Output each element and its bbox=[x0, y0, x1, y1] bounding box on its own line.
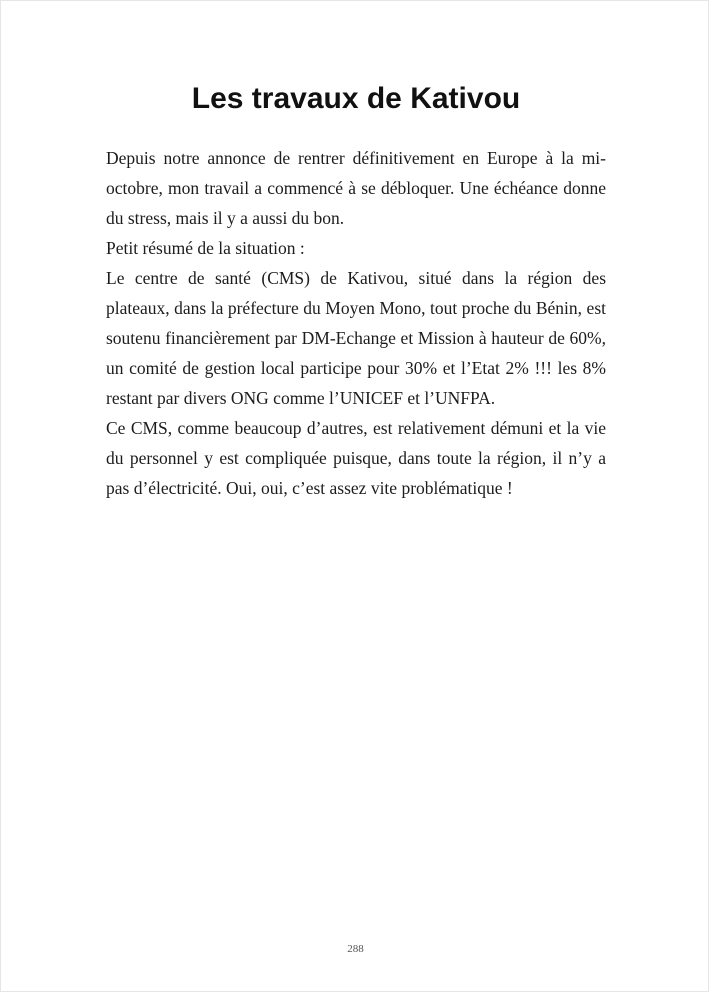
body-paragraph: Petit résumé de la situation : bbox=[106, 238, 305, 258]
document-body bbox=[106, 143, 606, 503]
body-paragraph: Le centre de santé (CMS) de Kativou, situé dans la région des plateaux, dans la préfecture du Moyen Mono, tout proche du Bénin, est soutenu financièrement par DM-Echange et Mission à hauteur de 60%, un comité de gestion local participe pour 30% et l’Etat 2% !!! les 8% restant par divers ONG comme l’UNICEF et l’UNFPA. bbox=[106, 268, 606, 408]
page-number: 288 bbox=[347, 943, 364, 955]
page-title: Les travaux de Kativou bbox=[191, 82, 521, 115]
document-page bbox=[1, 1, 709, 993]
body-paragraph: Depuis notre annonce de rentrer définitivement en Europe à la mi-octobre, mon travail a commencé à se débloquer. Une échéance donne du stress, mais il y a aussi du bon. bbox=[106, 148, 606, 228]
body-paragraph: Ce CMS, comme beaucoup d’autres, est relativement démuni et la vie du personnel y est compliquée puisque, dans toute la région, il n’y a pas d’électricité. Oui, oui, c’est assez vite problématique ! bbox=[106, 418, 606, 498]
